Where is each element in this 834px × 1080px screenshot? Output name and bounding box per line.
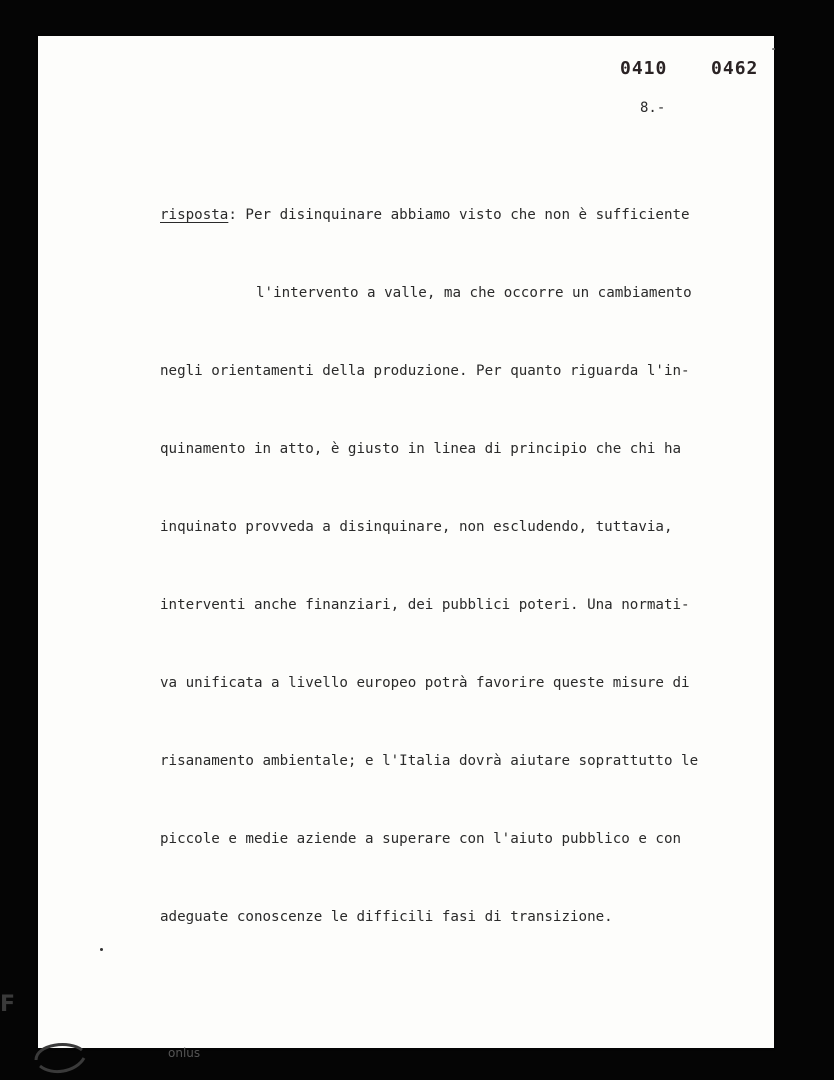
answer-first-line-text: : Per disinquinare abbiamo visto che non è sufficiente (228, 207, 690, 223)
stamp-number-1: 0410 (620, 58, 668, 79)
document-page (38, 36, 774, 1048)
answer-first-line (160, 202, 760, 228)
answer-line: adeguate conoscenze le difficili fasi di transizione. (160, 909, 613, 925)
answer-line: va unificata a livello europeo potrà favorire queste misure di (160, 675, 690, 691)
archive-stamp (620, 58, 758, 79)
answer-line: l'intervento a valle, ma che occorre un cambiamento (256, 285, 692, 301)
answer-line: interventi anche finanziari, dei pubblici poteri. Una normati- (160, 597, 690, 613)
answer-label: risposta (160, 207, 229, 223)
paper-speck (772, 48, 775, 50)
answer-line: quinamento in atto, è giusto in linea di principio che chi ha (160, 441, 682, 457)
answer-line: negli orientamenti della produzione. Per quanto riguarda l'in- (160, 363, 690, 379)
paper-speck (100, 948, 103, 951)
answer-line: piccole e medie aziende a superare con l'aiuto pubblico e con (160, 831, 682, 847)
stamp-number-2: 0462 (711, 58, 759, 79)
page-number: 8.- (640, 100, 666, 116)
answer-paragraph (160, 150, 760, 982)
watermark-logo-text: F (0, 992, 16, 1017)
watermark-swirl-icon (30, 1036, 90, 1076)
watermark-onlus-text: onlus (168, 1046, 201, 1060)
answer-line: risanamento ambientale; e l'Italia dovrà aiutare soprattutto le (160, 753, 699, 769)
answer-line: inquinato provveda a disinquinare, non escludendo, tuttavia, (160, 519, 673, 535)
